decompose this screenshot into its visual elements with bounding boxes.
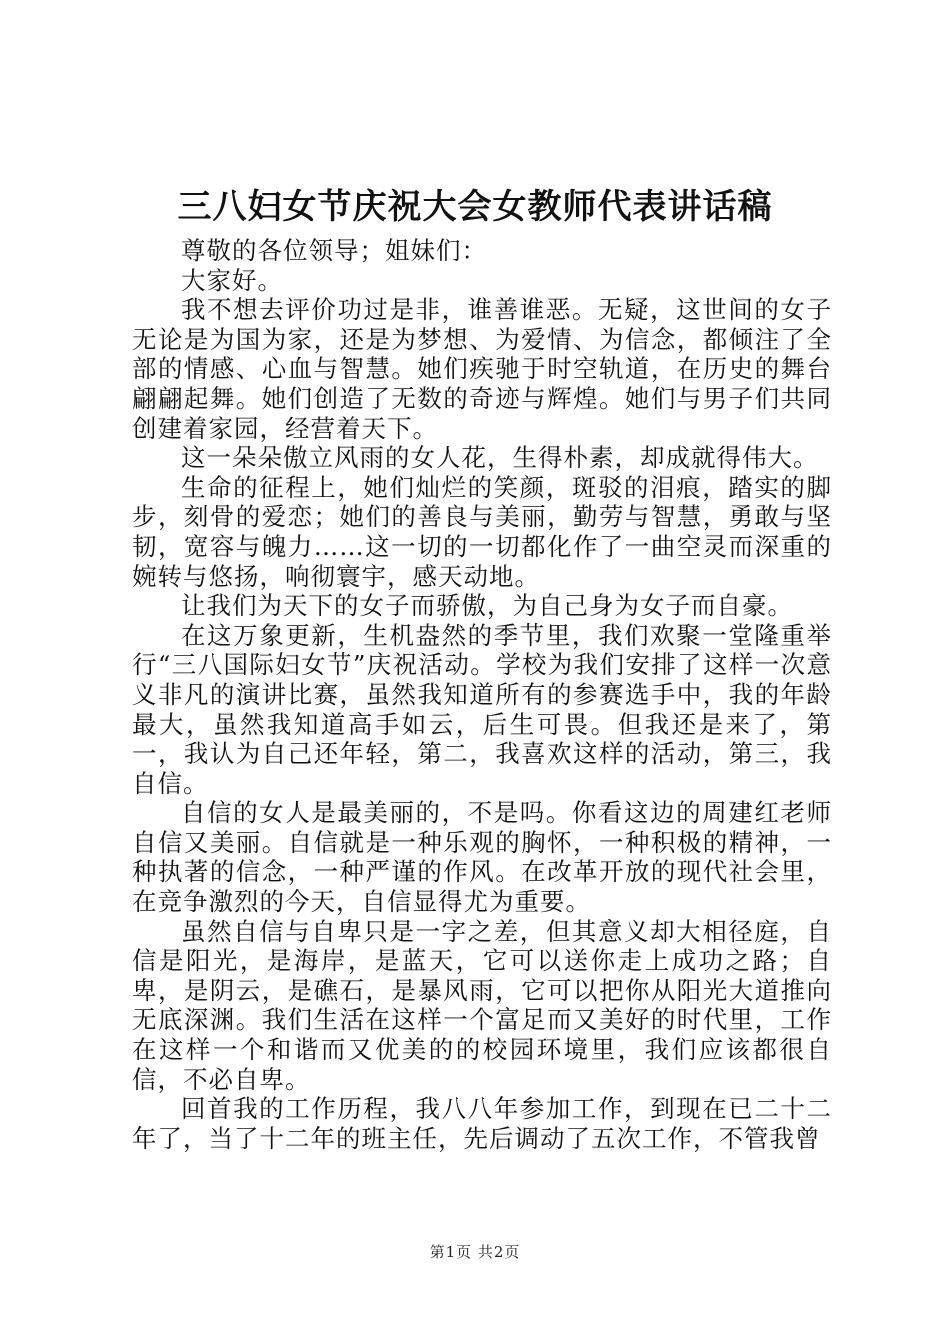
paragraph: 虽然自信与自卑只是一字之差，但其意义却大相径庭，自信是阳光，是海岸，是蓝天，它可以送你走上成功之路；自卑，是阴云，是礁石，是暴风雨，它可以把你从阳光大道推向无底深渊。我们生活在这样一个富足而又美好的时代里，工作在这样一个和谐而又优美的的校园环境里，我们应该都很自信，不必自卑。 <box>132 916 832 1094</box>
paragraph: 生命的征程上，她们灿烂的笑颜，斑驳的泪痕，踏实的脚步，刻骨的爱恋；她们的善良与美丽，勤劳与智慧，勇敢与坚韧，宽容与魄力……这一切的一切都化作了一曲空灵而深重的婉转与悠扬，响彻寰宇，感天动地。 <box>132 472 832 591</box>
document-body <box>132 236 832 1153</box>
paragraph: 回首我的工作历程，我八八年参加工作，到现在已二十二年了，当了十二年的班主任，先后调动了五次工作，不管我曾 <box>132 1094 832 1153</box>
document-title: 三八妇女节庆祝大会女教师代表讲话稿 <box>177 187 773 227</box>
paragraph: 在这万象更新，生机盎然的季节里，我们欢聚一堂隆重举行“三八国际妇女节”庆祝活动。学校为我们安排了这样一次意义非凡的演讲比赛，虽然我知道所有的参赛选手中，我的年龄最大，虽然我知道高手如云，后生可畏。但我还是来了，第一，我认为自己还年轻，第二，我喜欢这样的活动，第三，我自信。 <box>132 620 832 798</box>
page-number: 第1页 共2页 <box>429 1243 521 1261</box>
paragraph: 这一朵朵傲立风雨的女人花，生得朴素，却成就得伟大。 <box>181 443 819 473</box>
page-footer <box>0 1242 950 1262</box>
paragraph: 我不想去评价功过是非，谁善谁恶。无疑，这世间的女子无论是为国为家，还是为梦想、为爱情、为信念，都倾注了全部的情感、心血与智慧。她们疾驰于时空轨道，在历史的舞台翩翩起舞。她们创造了无数的奇迹与辉煌。她们与男子们共同创建着家园，经营着天下。 <box>132 295 832 443</box>
paragraph-salutation: 尊敬的各位领导；姐妹们： <box>181 236 487 265</box>
paragraph-greeting: 大家好。 <box>181 265 283 295</box>
paragraph: 自信的女人是最美丽的，不是吗。你看这边的周建红老师自信又美丽。自信就是一种乐观的胸怀，一种积极的精神，一种执著的信念，一种严谨的作风。在改革开放的现代社会里，在竞争激烈的今天，自信显得尤为重要。 <box>132 798 832 917</box>
paragraph: 让我们为天下的女子而骄傲，为自己身为女子而自豪。 <box>181 591 793 621</box>
